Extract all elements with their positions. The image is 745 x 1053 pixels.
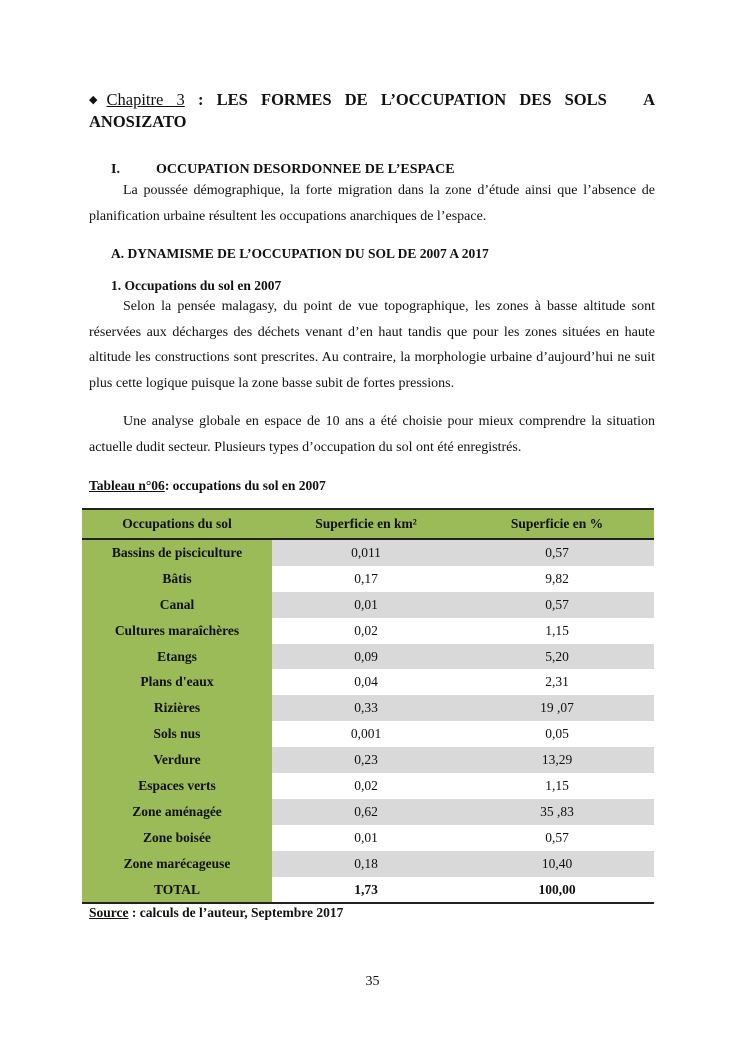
chapter-separator: : <box>184 90 217 109</box>
table-cell-percent: 0,57 <box>460 539 654 566</box>
table-row <box>82 695 654 721</box>
table-row <box>82 618 654 644</box>
table-row <box>82 592 654 618</box>
table-cell-category: Bâtis <box>82 566 272 592</box>
table-cell-percent: 0,57 <box>460 592 654 618</box>
table-cell-percent: 2,31 <box>545 674 569 690</box>
table-cell-km2: 0,62 <box>272 799 460 825</box>
table-cell-category: Rizières <box>82 695 272 721</box>
section-number: I. <box>111 162 120 177</box>
table-header-cell: Occupations du sol <box>82 509 272 539</box>
table-caption-label: Tableau n°06 <box>89 478 165 493</box>
table-cell-km2: 0,17 <box>354 570 378 586</box>
table-header-row <box>82 509 654 539</box>
section-heading-I <box>111 162 455 178</box>
table-cell-percent: 0,57 <box>545 829 569 845</box>
table-cell-percent: 35 ,83 <box>460 799 654 825</box>
table-row <box>82 851 654 877</box>
table-cell-percent: 10,40 <box>460 851 654 877</box>
table-row <box>82 539 654 566</box>
table-cell-category: Plans d'eaux <box>82 669 272 695</box>
table-cell-km2: 0,18 <box>272 851 460 877</box>
table-source <box>89 905 343 921</box>
table-cell-category: Cultures maraîchères <box>82 618 272 644</box>
table-row <box>82 669 654 695</box>
table-row <box>82 747 654 773</box>
chapter-heading <box>89 89 655 132</box>
table-row <box>82 825 654 851</box>
table-cell-percent: 19 ,07 <box>460 695 654 721</box>
table-row <box>82 773 654 799</box>
table-row <box>82 566 654 592</box>
source-text: : calculs de l’auteur, Septembre 2017 <box>128 905 344 920</box>
table-cell-category: TOTAL <box>82 877 272 904</box>
table-row <box>82 799 654 825</box>
table-cell-km2: 0,02 <box>354 777 378 793</box>
table-cell-km2: 0,33 <box>272 695 460 721</box>
subsection-paragraph-2: Une analyse globale en espace de 10 ans a été choisie pour mieux comprendre la situation actuelle dudit secteur. Plusieurs types d’occupation du sol ont été enregistrés. <box>89 414 655 455</box>
page-number: 35 <box>365 974 380 989</box>
chapter-title-part1: LES FORMES DE L’OCCUPATION DES SOLS <box>216 90 607 109</box>
table-cell-km2: 1,73 <box>272 877 460 904</box>
table-cell-km2: 0,04 <box>354 674 378 690</box>
table-cell-percent: 13,29 <box>460 747 654 773</box>
table-cell-km2: 0,02 <box>354 622 378 638</box>
table-header-cell: Superficie en km² <box>272 509 460 539</box>
table-caption <box>89 478 326 494</box>
table-cell-percent: 0,05 <box>545 726 569 742</box>
table-cell-category: Bassins de pisciculture <box>82 539 272 566</box>
table-cell-category: Sols nus <box>82 721 272 747</box>
subsection-heading-1: 1. Occupations du sol en 2007 <box>111 278 282 293</box>
table-cell-category: Espaces verts <box>82 773 272 799</box>
table-cell-percent: 100,00 <box>460 877 654 904</box>
subsection-paragraph-1: Selon la pensée malagasy, du point de vue topographique, les zones à basse altitude sont réservées aux décharges des déchets venant d’en haut tandis que pour les zones situées en haute altitude les constructions sont prescrites. Au contraire, la morphologie urbaine d’aujourd’hui ne suit plus cette logique puisque la zone basse subit de fortes pressions. <box>89 299 655 391</box>
diamond-bullet-icon: ◆ <box>89 94 107 106</box>
chapter-label: Chapitre 3 <box>106 90 185 109</box>
chapter-title-part2: A ANOSIZATO <box>89 90 655 131</box>
table-header-cell: Superficie en % <box>460 509 654 539</box>
table-cell-km2: 0,01 <box>354 829 378 845</box>
table-cell-category: Zone boisée <box>82 825 272 851</box>
table-cell-category: Canal <box>82 592 272 618</box>
section-heading-A: A. DYNAMISME DE L’OCCUPATION DU SOL DE 2007 A 2017 <box>111 246 489 261</box>
table-cell-km2: 0,23 <box>272 747 460 773</box>
table-cell-category: Verdure <box>82 747 272 773</box>
land-use-table <box>82 508 654 904</box>
table-cell-percent: 1,15 <box>545 622 569 638</box>
table-cell-km2: 0,01 <box>272 592 460 618</box>
table-row <box>82 644 654 670</box>
table-cell-category: Etangs <box>82 644 272 670</box>
source-label: Source <box>89 905 129 920</box>
table-total-row <box>82 877 654 904</box>
table-row <box>82 721 654 747</box>
table-cell-percent: 5,20 <box>460 644 654 670</box>
table-cell-km2: 0,001 <box>350 726 382 742</box>
table-cell-category: Zone aménagée <box>82 799 272 825</box>
table-cell-category: Zone marécageuse <box>82 851 272 877</box>
table-cell-km2: 0,011 <box>272 539 460 566</box>
table-caption-text: : occupations du sol en 2007 <box>164 478 326 493</box>
table-cell-percent: 1,15 <box>545 777 569 793</box>
table-cell-percent: 9,82 <box>545 570 569 586</box>
section-I-paragraph: La poussée démographique, la forte migration dans la zone d’étude ainsi que l’absence de planification urbaine résultent les occupations anarchiques de l’espace. <box>89 183 655 224</box>
table-cell-km2: 0,09 <box>272 644 460 670</box>
section-title: OCCUPATION DESORDONNEE DE L’ESPACE <box>156 162 455 177</box>
